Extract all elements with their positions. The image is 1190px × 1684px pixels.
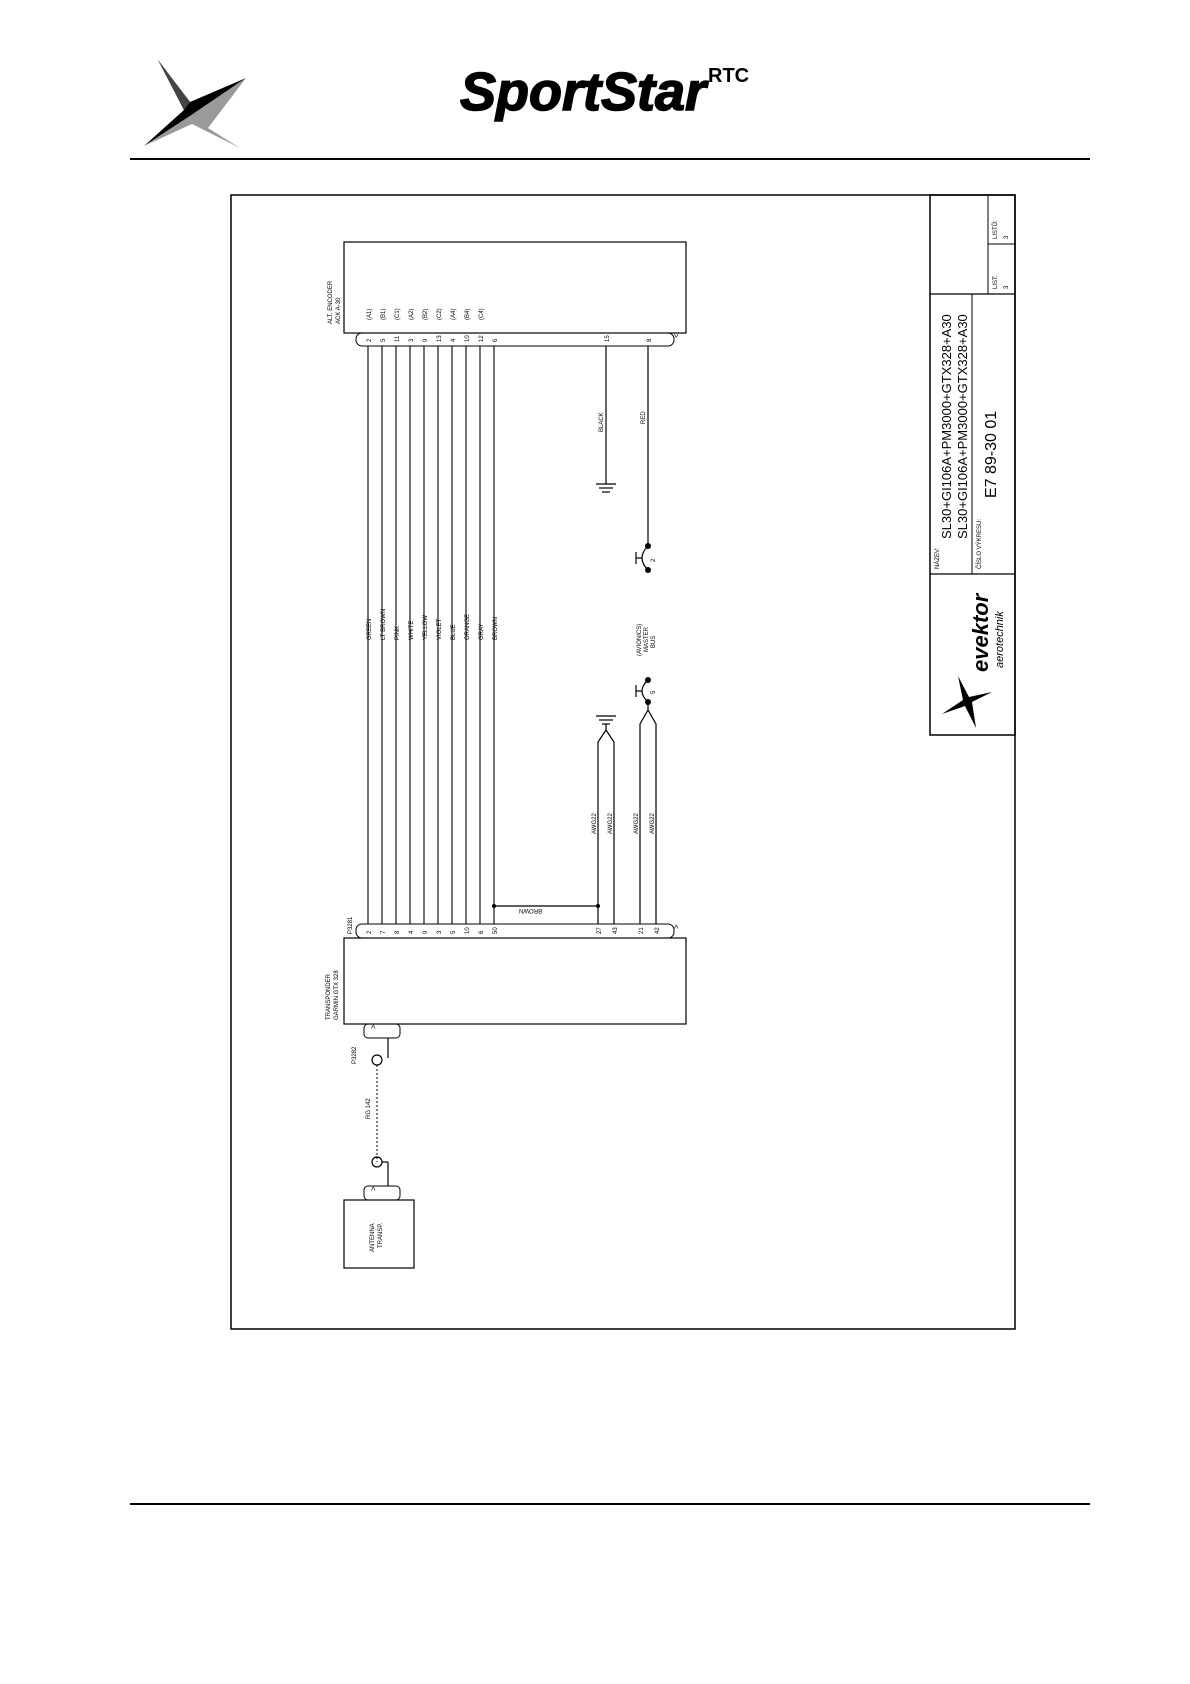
company-star-logo [138,58,250,150]
encoder-name: ALT. ENCODER [328,280,334,324]
bus-line-3: BUS [651,635,657,648]
ground-symbol [596,484,616,492]
pin-43: 43 [613,927,619,934]
red-wire-label: RED [641,411,647,424]
encoder-model: ACK A-30 [336,297,342,324]
svg-text:>: > [369,1186,378,1191]
alt-encoder [328,242,686,346]
encoder-transponder-bus [367,308,499,934]
sheets-label: LISTŮ: [993,220,999,239]
bus-wire-text: YELLOW [423,614,429,640]
bus-wire-text: 2 [367,930,373,934]
transponder-model: GARMIN GTX 328 [334,970,340,1020]
bus-wire-text: 50 [493,927,499,934]
bus-wire-text: 12 [479,335,485,342]
bus-wire-text: (B2) [423,308,429,320]
bus-wire-text: 3 [409,338,415,342]
name-line-2: SL30+GI106A+PM3000+GTX328+A30 [955,314,970,539]
awg-a-label: AWG22 [592,813,598,834]
ground-symbol-2 [596,716,616,724]
pin-42: 42 [655,927,661,934]
svg-text:<: < [672,333,681,338]
bus-wire-text: (A2) [409,308,415,320]
sheet-border [231,195,1015,1329]
sportstar-logo [460,58,760,128]
bus-wire-text: 10 [465,335,471,342]
connector-p3281: P3281 [348,916,354,934]
bus-wire-text: (C1) [395,308,401,320]
sheet-value: 3 [1004,285,1010,289]
bus-wire-text: 4 [451,338,457,342]
bus-wire-text: 9 [423,930,429,934]
bus-wire-text: 4 [409,930,415,934]
brand-suffix: RTC [708,65,750,87]
drawing-no-label: ČÍSLO VÝKRESU: [977,518,983,569]
svg-text:>: > [369,1024,378,1029]
bus-wire-text: 6 [479,930,485,934]
name-label: NÁZEV: [935,547,941,569]
red-pin: 8 [647,338,653,342]
bus-wire-text: 5 [381,338,387,342]
bus-wire-text: (C2) [437,308,443,320]
company-name: evektor [968,593,993,672]
bus-wire-text: 10 [465,927,471,934]
transponder [326,916,686,1024]
sheet-label: LIST: [993,275,999,289]
bus-wire-text: 11 [395,335,401,342]
brown-bus-label: BROWN [519,907,542,913]
coax-label: RG 142 [366,1098,372,1119]
name-line-1: SL30+GI106A+PM3000+GTX328+A30 [939,314,954,539]
antenna-line-1: ANTENNA [370,1223,376,1252]
bus-wire-text: 3 [437,930,443,934]
bus-wire-text: GREEN [367,618,373,640]
switch-5-label: 5 [651,690,657,694]
bus-line-1: (AVIONICS) [637,623,643,656]
bus-wire-text: 2 [367,338,373,342]
company-sub: aerotechnik [994,611,1006,668]
evektor-logo [942,592,1006,728]
bus-wire-text: (B1) [381,308,387,320]
brand-name: SportStar [460,62,707,122]
bus-wire-text: (C4) [479,308,485,320]
footer-rule [130,1503,1090,1505]
bus-line-2: MASTER [644,626,650,652]
header-rule [130,158,1090,160]
black-wire-label: BLACK [599,412,605,432]
breaker-5-icon [636,677,651,705]
bus-wire-text: (A4) [451,308,457,320]
bus-wire-text: (B4) [465,308,471,320]
pin-21: 21 [639,927,645,934]
bus-wire-text: 8 [395,930,401,934]
antenna-link [344,1024,414,1268]
bus-wire-text: LT BROWN [381,608,387,640]
bus-wire-text: 5 [451,930,457,934]
awg-c-label: AWG22 [634,813,640,834]
transponder-name: TRANSPONDER [326,973,332,1020]
pin-27: 27 [597,927,603,934]
switch-2-label: 2 [651,558,657,562]
title-block [930,195,1015,735]
bus-wire-text: PINK [395,625,401,640]
bus-wire-text: ORANGE [465,613,471,640]
awg-b-label: AWG22 [608,813,614,834]
bus-wire-text: GRAY [479,623,485,640]
breaker-2-icon [636,543,651,573]
antenna-line-2: TRANSP. [378,1222,384,1248]
awg-d-label: AWG22 [650,813,656,834]
bus-wire-text: VIOLET [437,618,443,640]
bus-wire-text: WHITE [409,620,415,640]
bus-wire-text: 13 [437,335,443,342]
connector-p3282: P3282 [352,1046,358,1064]
bus-wire-text: 9 [423,338,429,342]
bus-wire-text: (A1) [367,308,373,320]
svg-text:>: > [672,924,681,929]
bus-wire-text: BROWN [493,617,499,640]
drawing-no: E7 89-30 01 [983,410,1000,498]
bus-wire-text: 6 [493,338,499,342]
sheets-value: 3 [1004,235,1010,239]
wiring-schematic [230,194,1016,1330]
bus-wire-text: 7 [381,930,387,934]
black-pin: 15 [605,335,611,342]
power-wiring [492,335,661,934]
bus-wire-text: BLUE [451,624,457,640]
